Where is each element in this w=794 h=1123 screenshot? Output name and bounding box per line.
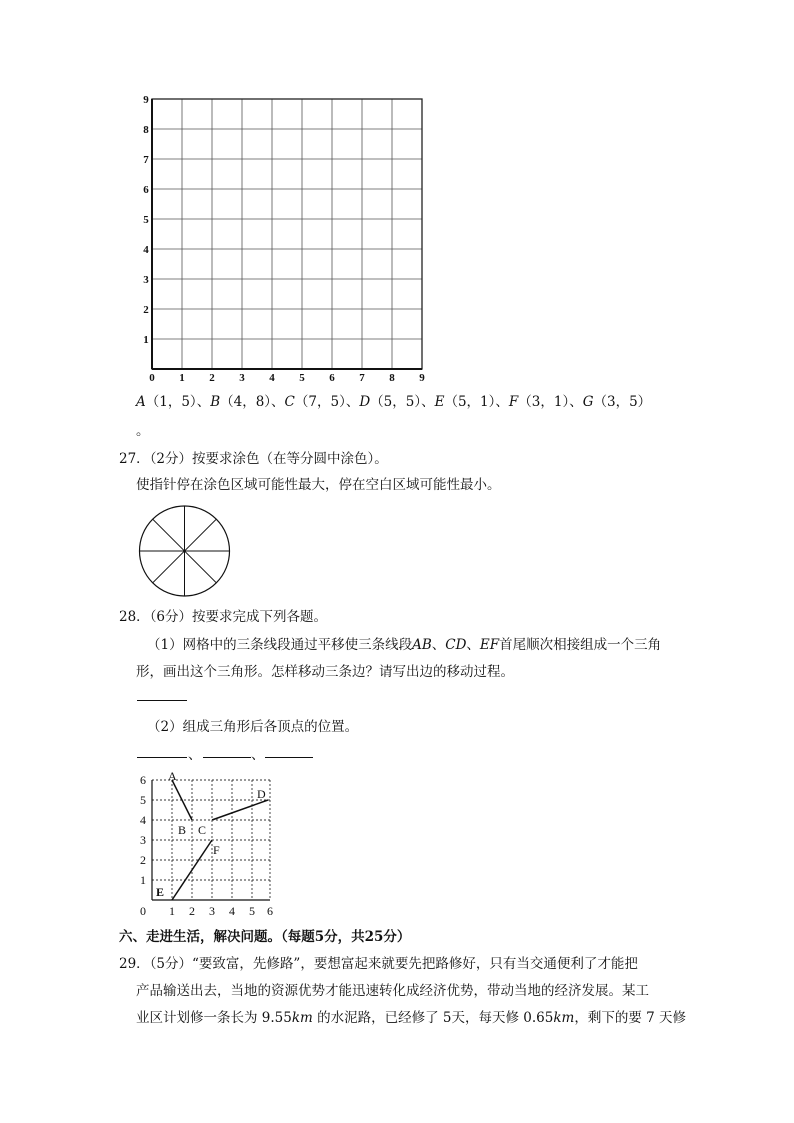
x-tick-0: 0 (140, 904, 146, 918)
x-tick-5: 5 (299, 372, 305, 384)
x-tick-4: 4 (269, 372, 275, 384)
q29-line1: 29．（5分）“要致富，先修路”，要想富起来就要先把路修好，只有当交通便利了才能把 (119, 956, 638, 972)
segment-cd (212, 800, 268, 820)
divided-circle (137, 504, 235, 600)
point-name: F (508, 394, 519, 410)
q28-part1-line2: 形，画出这个三角形。怎样移动三条边？请写出边的移动过程。 (136, 664, 514, 680)
point-name: G (582, 394, 594, 410)
blank-sep: 、 (188, 747, 202, 763)
point-name: D (359, 394, 371, 410)
question-text: 按要求涂色（在等分圆中涂色）。 (192, 451, 388, 467)
point-name: E (434, 394, 445, 410)
y-tick-3: 3 (143, 274, 149, 286)
point-coord: （3，5） (593, 394, 652, 410)
point-label-d: D (257, 787, 266, 801)
answer-blank-2[interactable] (137, 757, 187, 758)
y-tick-5: 5 (140, 793, 146, 807)
grid-border (152, 99, 422, 369)
q28-part1-line1: （1）网格中的三条线段通过平移使三条线段AB、CD、EF首尾顺次相接组成一个三角 (147, 637, 662, 653)
x-tick-6: 6 (267, 904, 273, 918)
q28-part2: （2）组成三角形后各顶点的位置。 (147, 719, 359, 735)
y-tick-4: 4 (143, 244, 149, 256)
q29-line3: 业区计划修一条长为 9.55km 的水泥路，已经修了 5天，每天修 0.65km，剩下的要 7 天修 (136, 1010, 687, 1026)
answer-blank-1[interactable] (137, 700, 187, 701)
q29-line2: 产品输送出去，当地的资源优势才能迅速转化成经济优势，带动当地的经济发展。某工 (136, 983, 649, 999)
point-coord: （1，5） (145, 394, 197, 410)
question-number: 28． (119, 609, 150, 625)
y-tick-5: 5 (143, 214, 149, 226)
point-label-b: B (178, 823, 187, 837)
x-tick-7: 7 (359, 372, 365, 384)
question-text: 按要求完成下列各题。 (192, 609, 328, 625)
point-label-f: F (213, 843, 220, 857)
point-coord: （4，8） (220, 394, 272, 410)
question-score: （2分） (149, 451, 193, 467)
point-coord: （5，5） (370, 394, 422, 410)
y-tick-6: 6 (143, 184, 149, 196)
q27-instruction: 使指针停在涂色区域可能性最大，停在空白区域可能性最小。 (136, 477, 501, 493)
x-tick-0: 0 (149, 372, 155, 384)
question-number: 29． (119, 956, 150, 972)
y-tick-1: 1 (143, 334, 149, 346)
q27-title (119, 449, 388, 469)
x-tick-9: 9 (419, 372, 425, 384)
point-label-c: C (198, 823, 207, 837)
y-tick-1: 1 (140, 873, 146, 887)
answer-blank-4[interactable] (265, 757, 313, 758)
x-tick-4: 4 (229, 904, 235, 918)
points-list-end: 。 (136, 423, 150, 439)
point-coord: （5，1） (444, 394, 496, 410)
segment-grid-6 (134, 770, 282, 920)
y-tick-9: 9 (143, 94, 149, 106)
question-score: （5分） (149, 956, 193, 972)
point-label-e: E (156, 885, 165, 899)
x-tick-5: 5 (249, 904, 255, 918)
coordinate-grid-9 (136, 92, 432, 384)
y-tick-2: 2 (143, 304, 149, 316)
point-coord: （7，5） (294, 394, 346, 410)
point-coord: （3，1） (518, 394, 570, 410)
y-tick-6: 6 (140, 773, 146, 787)
x-tick-1: 1 (169, 904, 175, 918)
x-tick-3: 3 (239, 372, 245, 384)
y-tick-2: 2 (140, 853, 146, 867)
section-heading: 六、走进生活，解决问题。（每题5分，共25分） (119, 929, 411, 945)
x-tick-8: 8 (389, 372, 395, 384)
x-tick-3: 3 (209, 904, 215, 918)
question-number: 27． (119, 451, 150, 467)
point-name: B (210, 394, 221, 410)
point-name: C (284, 394, 295, 410)
point-name: A (136, 394, 146, 410)
points-list: A（1，5）、B（4，8）、C（7，5）、D（5，5）、E（5，1）、F（3，1）、G（3，5） (136, 394, 652, 410)
y-tick-3: 3 (140, 833, 146, 847)
blank-sep: 、 (251, 747, 265, 763)
q28-title (119, 607, 327, 627)
y-tick-8: 8 (143, 124, 149, 136)
x-tick-2: 2 (209, 372, 215, 384)
x-tick-2: 2 (189, 904, 195, 918)
y-tick-4: 4 (140, 813, 146, 827)
answer-blank-3[interactable] (203, 757, 251, 758)
x-tick-1: 1 (179, 372, 185, 384)
point-label-a: A (168, 770, 177, 783)
question-score: （6分） (149, 609, 193, 625)
y-tick-7: 7 (143, 154, 149, 166)
x-tick-6: 6 (329, 372, 335, 384)
